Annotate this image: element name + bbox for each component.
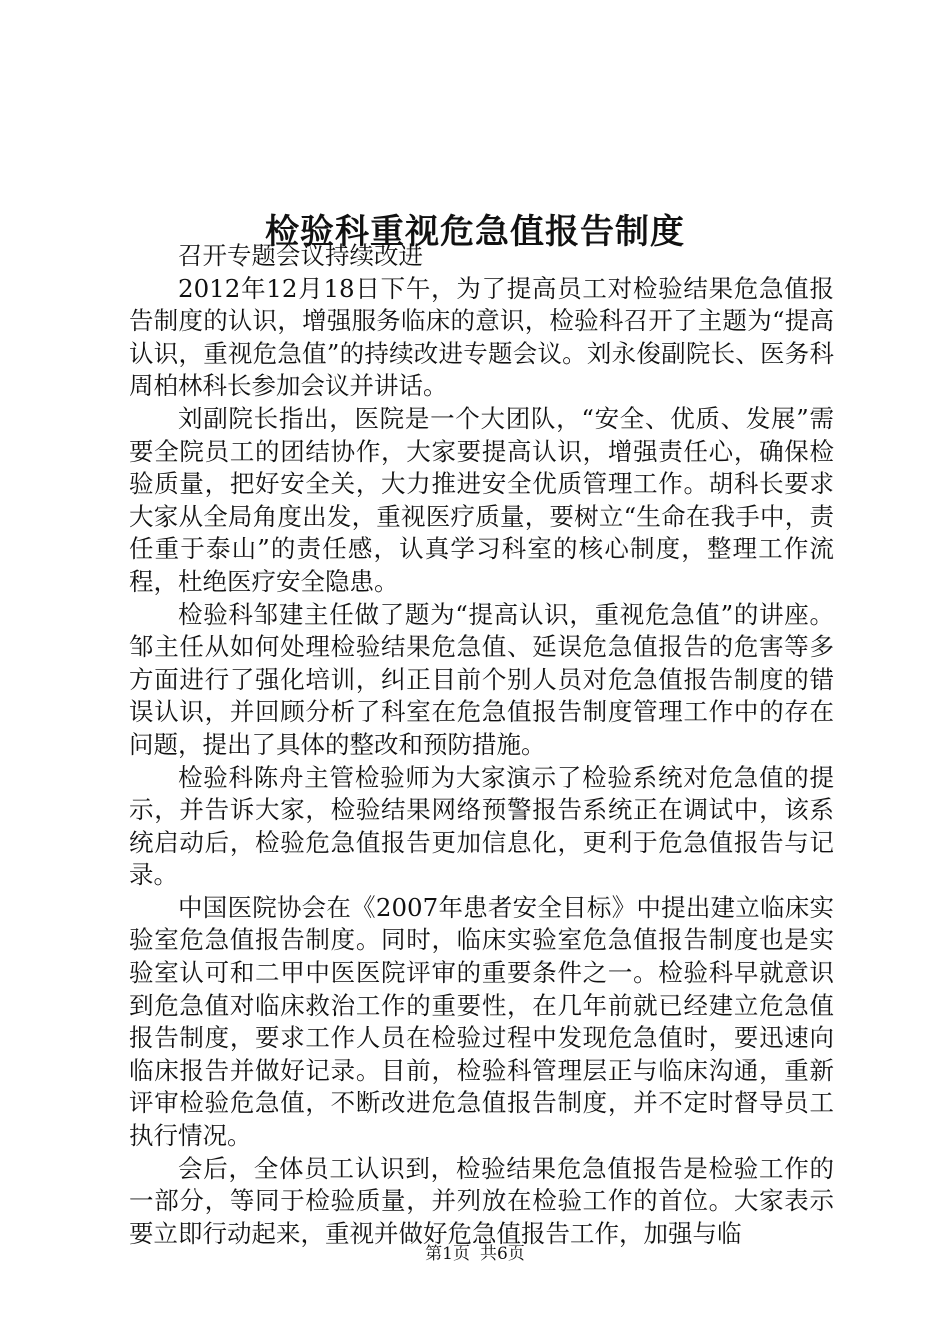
paragraph: 会后，全体员工认识到，检验结果危急值报告是检验工作的一部分，等同于检验质量，并列放在检验工作的首位。大家表示要立即行动起来，重视并做好危急值报告工作，加强与临 (129, 1153, 834, 1248)
document-title: 检验科重视危急值报告制度 (265, 211, 685, 252)
paragraph: 检验科陈舟主管检验师为大家演示了检验系统对危急值的提示，并告诉大家，检验结果网络预警报告系统正在调试中，该系统启动后，检验危急值报告更加信息化，更利于危急值报告与记录。 (129, 762, 834, 890)
page-number: 第1页 (425, 1244, 470, 1264)
paragraph: 中国医院协会在《2007年患者安全目标》中提出建立临床实验室危急值报告制度。同时，临床实验室危急值报告制度也是实验室认可和二甲中医医院评审的重要条件之一。检验科早就意识到危急值对临床救治工作的重要性，在几年前就已经建立危急值报告制度，要求工作人员在检验过程中发现危急值时，要迅速向临床报告并做好记录。目前，检验科管理层正与临床沟通，重新评审检验危急值，不断改进危急值报告制度，并不定时督导员工执行情况。 (129, 892, 834, 1151)
document-subtitle: 召开专题会议持续改进 (178, 241, 423, 270)
paragraph: 检验科邹建主任做了题为“提高认识，重视危急值”的讲座。邹主任从如何处理检验结果危急值、延误危急值报告的危害等多方面进行了强化培训，纠正目前个别人员对危急值报告制度的错误认识，并回顾分析了科室在危急值报告制度管理工作中的存在问题，提出了具体的整改和预防措施。 (129, 599, 834, 759)
document-body (129, 240, 834, 1250)
paragraph: 刘副院长指出，医院是一个大团队，“安全、优质、发展”需要全院员工的团结协作，大家要提高认识，增强责任心，确保检验质量，把好安全关，大力推进安全优质管理工作。胡科长要求大家从全局角度出发，重视医疗质量，要树立“生命在我手中，责任重于泰山”的责任感，认真学习科室的核心制度，整理工作流程，杜绝医疗安全隐患。 (129, 403, 834, 596)
page-total: 共6页 (480, 1244, 525, 1264)
paragraph: 2012年12月18日下午，为了提高员工对检验结果危急值报告制度的认识，增强服务临床的意识，检验科召开了主题为“提高认识，重视危急值”的持续改进专题会议。刘永俊副院长、医务科周柏林科长参加会议并讲话。 (129, 273, 834, 401)
page-footer (0, 1242, 950, 1266)
